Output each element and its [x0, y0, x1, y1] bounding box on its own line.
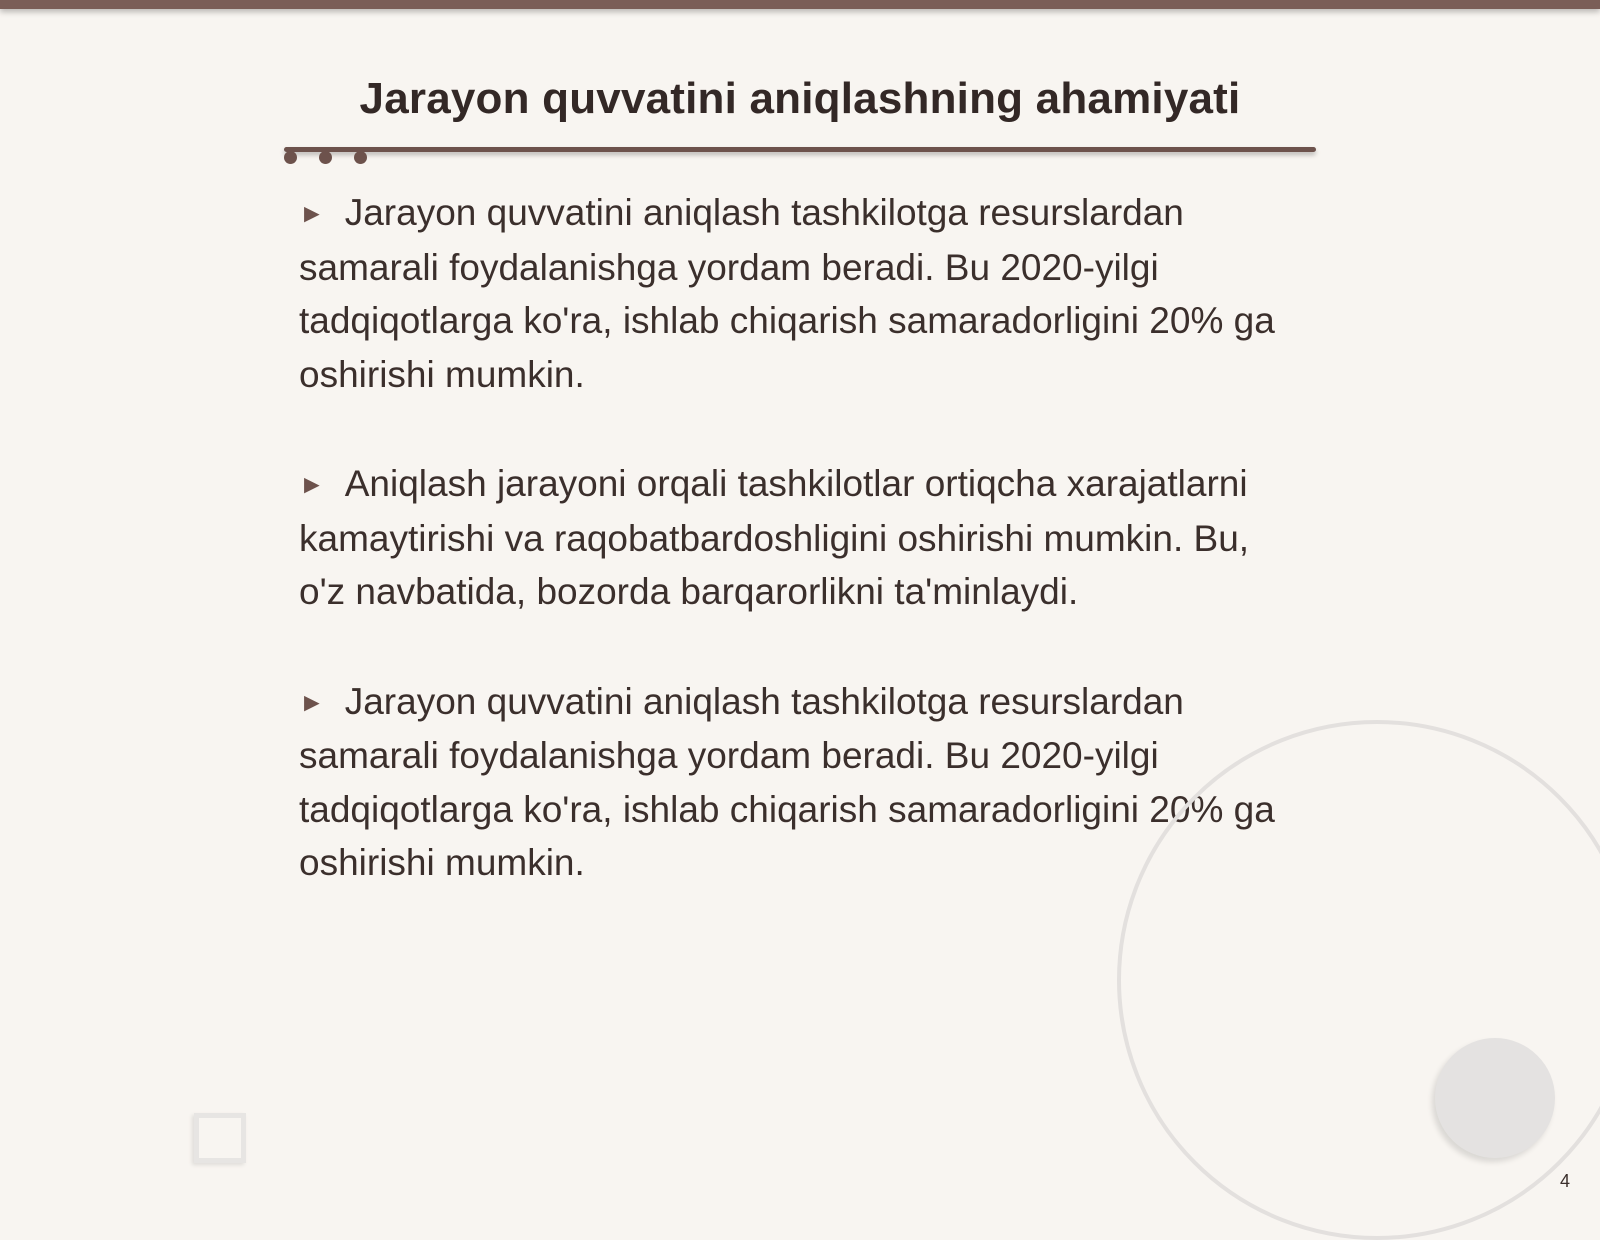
bullet-item: [299, 457, 1279, 619]
decorative-dot: [284, 151, 297, 164]
triangle-bullet-icon: ►: [299, 198, 325, 228]
page-number: 4: [1559, 1171, 1570, 1191]
bullet-item: [299, 186, 1279, 401]
decorative-dot: [319, 151, 332, 164]
triangle-bullet-icon: ►: [299, 686, 325, 717]
bullet-text: Jarayon quvvatini aniqlash tashkilotga resurslardan samarali foydalanishga yordam beradi. Bu 2020-yilgi tadqiqotlarga ko'ra, ishlab chiqarish samaradorligini 20% ga oshirishi mumkin.: [299, 680, 1275, 883]
bullet-list: [299, 186, 1279, 946]
bullet-text: Aniqlash jarayoni orqali tashkilotlar ortiqcha xarajatlarni kamaytirishi va raqobatbardoshligini oshirishi mumkin. Bu, o'z navbatida, bozorda barqarorlikni ta'minlaydi.: [299, 463, 1250, 612]
top-accent-bar: [0, 0, 1600, 9]
bullet-text: Jarayon quvvatini aniqlash tashkilotga resurslardan samarali foydalanishga yordam beradi. Bu 2020-yilgi tadqiqotlarga ko'ra, ishlab chiqarish samaradorligini 20% ga oshirishi mumkin.: [299, 192, 1275, 395]
decorative-ring: [1117, 720, 1600, 1240]
slide-title: Jarayon quvvatini aniqlashning ahamiyati: [359, 74, 1241, 123]
triangle-bullet-icon: ►: [299, 469, 325, 499]
title-underline: [284, 147, 1316, 152]
decorative-dot: [354, 151, 367, 164]
decorative-square: [194, 1113, 246, 1163]
decorative-circle: [1435, 1038, 1555, 1158]
bullet-item: [299, 675, 1279, 890]
